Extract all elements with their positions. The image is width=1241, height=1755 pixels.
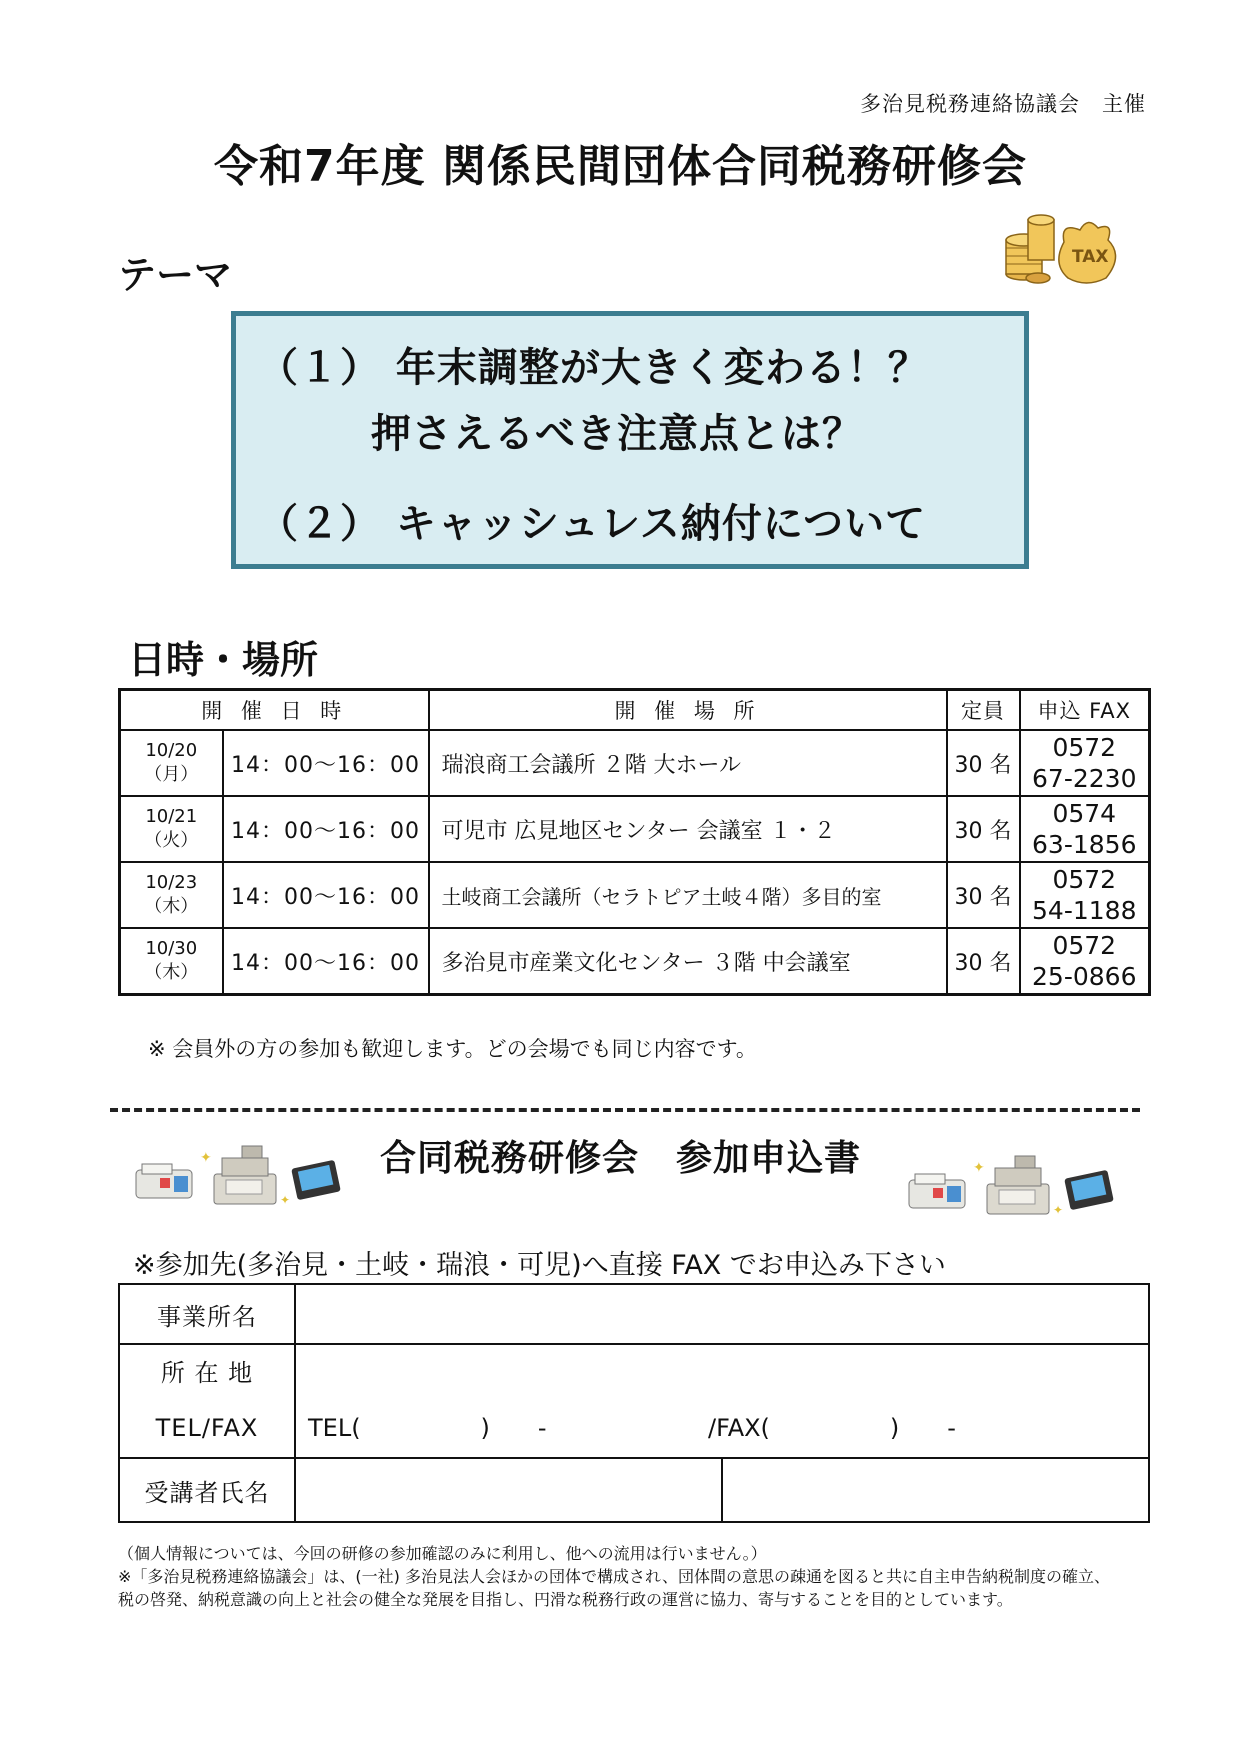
fax-cell <box>1020 928 1150 995</box>
theme-heading: テーマ <box>118 253 233 297</box>
date-text: 10/21 <box>145 806 198 827</box>
fax-cell <box>1020 730 1150 796</box>
tax-label: TAX <box>1072 247 1109 267</box>
table-row <box>120 730 1150 796</box>
attendee-field-2[interactable] <box>722 1458 1149 1522</box>
time-cell: 14：00～16：00 <box>223 928 429 995</box>
cash-register-icon <box>987 1156 1049 1214</box>
fax-cell <box>1020 862 1150 928</box>
payment-terminal-icon <box>1064 1170 1114 1210</box>
header-fax: 申込 FAX <box>1020 690 1150 731</box>
attendee-label: 受講者氏名 <box>119 1458 295 1522</box>
theme-box <box>231 311 1029 569</box>
time-cell: 14：00～16：00 <box>223 730 429 796</box>
capacity-cell: 30 名 <box>947 862 1020 928</box>
date-cell <box>120 730 223 796</box>
fax-area-code: 0572 <box>1052 865 1117 894</box>
schedule-header-row <box>120 690 1150 731</box>
privacy-line: （個人情報については、今回の研修の参加確認のみに利用し、他への流用は行いません。） <box>118 1544 767 1563</box>
date-cell <box>120 796 223 862</box>
capacity-cell: 30 名 <box>947 928 1020 995</box>
theme-item-2: （２） キャッシュレス納付について <box>258 501 927 547</box>
address-field[interactable] <box>295 1344 1149 1458</box>
capacity-cell: 30 名 <box>947 796 1020 862</box>
cash-register-illustration-right <box>903 1150 1118 1222</box>
form-title: 合同税務研修会 参加申込書 <box>379 1138 861 1179</box>
fax-number: 67-2230 <box>1032 764 1137 793</box>
organizer-text: 多治見税務連絡協議会 主催 <box>860 92 1146 116</box>
schedule-heading: 日時・場所 <box>128 638 319 682</box>
place-cell: 土岐商工会議所（セラトピア土岐４階）多目的室 <box>429 862 947 928</box>
weekday-text: （月） <box>144 764 199 785</box>
tax-money-bag-icon <box>1002 212 1122 292</box>
table-row <box>120 928 1150 995</box>
place-cell: 多治見市産業文化センター ３階 中会議室 <box>429 928 947 995</box>
theme-item-1-sub: 押さえるべき注意点とは？ <box>371 411 863 457</box>
application-form <box>118 1283 1150 1523</box>
fax-area-code: 0574 <box>1052 799 1117 828</box>
svg-text:✦: ✦ <box>200 1150 212 1166</box>
date-text: 10/30 <box>145 938 198 959</box>
place-cell: 可児市 広見地区センター 会議室 １・２ <box>429 796 947 862</box>
header-datetime: 開 催 日 時 <box>120 690 429 731</box>
weekday-text: （木） <box>144 962 199 983</box>
fax-area-code: 0572 <box>1052 733 1117 762</box>
fax-number: 63-1856 <box>1032 830 1137 859</box>
place-cell: 瑞浪商工会議所 ２階 大ホール <box>429 730 947 796</box>
theme-item-1: （１） 年末調整が大きく変わる！？ <box>258 345 929 391</box>
fax-cell <box>1020 796 1150 862</box>
capacity-cell: 30 名 <box>947 730 1020 796</box>
svg-text:✦: ✦ <box>280 1193 291 1207</box>
form-instruction: ※参加先(多治見・土岐・瑞浪・可児)へ直接 FAX でお申込み下さい <box>133 1250 946 1281</box>
date-cell <box>120 862 223 928</box>
fax-area-code: 0572 <box>1052 931 1117 960</box>
weekday-text: （火） <box>144 830 199 851</box>
header-place: 開 催 場 所 <box>429 690 947 731</box>
date-text: 10/23 <box>145 872 198 893</box>
date-text: 10/20 <box>145 740 198 761</box>
weekday-text: （木） <box>144 896 199 917</box>
date-cell <box>120 928 223 995</box>
privacy-notice <box>118 1542 1110 1611</box>
council-description: ※「多治見税務連絡協議会」は、(一社) 多治見法人会ほかの団体で構成され、団体間の意思の疎通を図ると共に自主申告納税制度の確立、 <box>118 1567 1110 1586</box>
company-label: 事業所名 <box>119 1284 295 1344</box>
address-label: 所 在 地 <box>160 1359 254 1387</box>
schedule-note: ※ 会員外の方の参加も歓迎します。どの会場でも同じ内容です。 <box>148 1037 757 1061</box>
table-row <box>120 862 1150 928</box>
cut-line-divider <box>110 1108 1140 1112</box>
address-label-cell <box>119 1344 295 1458</box>
svg-text:✦: ✦ <box>973 1160 985 1176</box>
header-capacity: 定員 <box>947 690 1020 731</box>
time-cell: 14：00～16：00 <box>223 862 429 928</box>
table-row <box>120 796 1150 862</box>
time-cell: 14：00～16：00 <box>223 796 429 862</box>
schedule-table <box>118 688 1151 996</box>
council-description: 税の啓発、納税意識の向上と社会の健全な発展を目指し、円滑な税務行政の運営に協力、寄与することを目的としています。 <box>118 1590 1013 1609</box>
fax-field[interactable]: /FAX( ) - <box>708 1414 956 1442</box>
fax-number: 25-0866 <box>1032 962 1137 991</box>
telfax-label: TEL/FAX <box>155 1414 259 1442</box>
fax-machine-icon <box>909 1174 965 1208</box>
page-title: 令和7年度 関係民間団体合同税務研修会 <box>214 141 1027 192</box>
tel-field[interactable]: TEL( ) - <box>308 1414 547 1442</box>
company-field[interactable] <box>295 1284 1149 1344</box>
fax-number: 54-1188 <box>1032 896 1137 925</box>
attendee-field-1[interactable] <box>295 1458 722 1522</box>
svg-text:✦: ✦ <box>1053 1203 1064 1217</box>
